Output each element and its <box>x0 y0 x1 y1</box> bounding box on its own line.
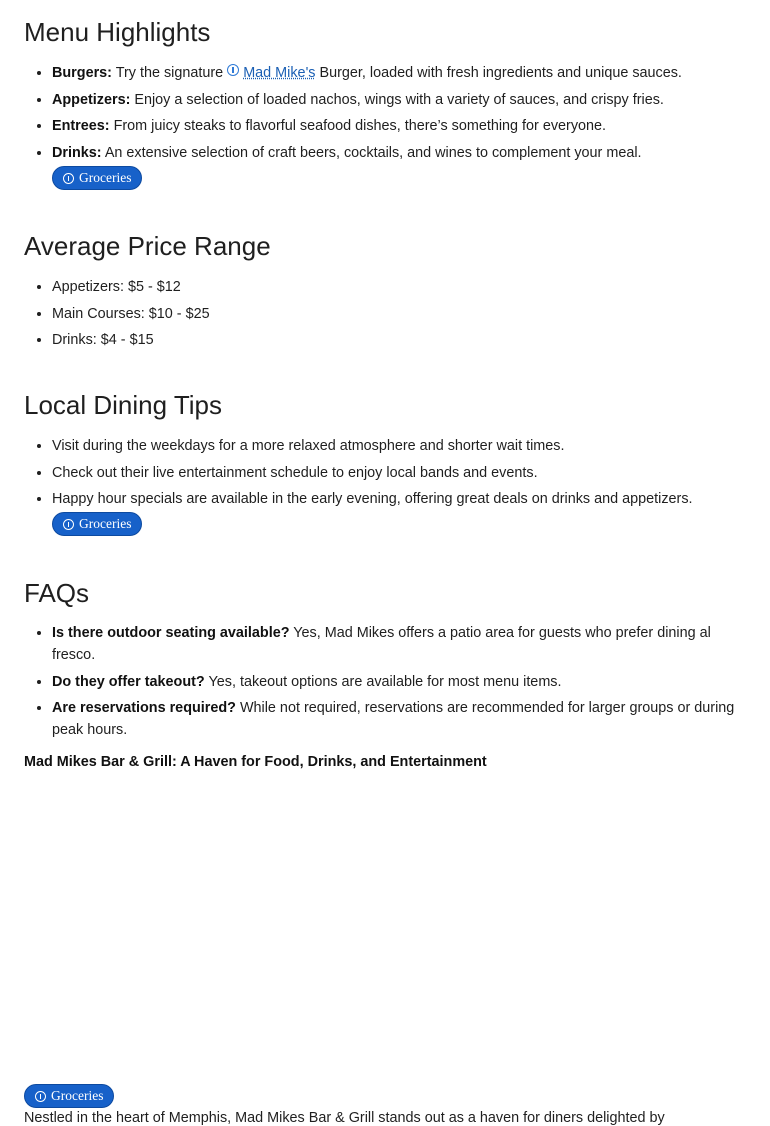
section-heading: Mad Mikes Bar & Grill: A Haven for Food, Drinks, and Entertainment <box>24 754 487 770</box>
groceries-button[interactable]: Groceries <box>24 1084 114 1108</box>
list-item: • Entrees: From juicy steaks to flavorful seafood dishes, there’s something for everyone. <box>52 115 746 137</box>
faqs-heading: FAQs <box>24 578 90 608</box>
groceries-button[interactable]: Groceries <box>52 166 142 190</box>
list-item: • Burgers: Try the signature Mad Mike's Burger, loaded with fresh ingredients and unique sauces. <box>52 62 746 84</box>
dining-tips-list <box>24 435 746 515</box>
menu-highlights-list <box>24 62 746 168</box>
intro-paragraph: Nestled in the heart of Memphis, Mad Mikes Bar & Grill stands out as a haven for diners delighted by <box>24 1110 665 1126</box>
list-item: • Is there outdoor seating available? Yes, Mad Mikes offers a patio area for guests who prefer dining al fresco. <box>52 622 746 666</box>
plus-circle-icon <box>63 519 74 530</box>
plus-circle-icon <box>35 1091 46 1102</box>
list-item: • Happy hour specials are available in the early evening, offering great deals on drinks and appetizers. <box>52 488 746 510</box>
mad-mikes-link[interactable]: Mad Mike's <box>227 65 315 81</box>
price-range-heading: Average Price Range <box>24 231 271 261</box>
dining-tips-heading: Local Dining Tips <box>24 390 222 420</box>
list-item: • Drinks: An extensive selection of craft beers, cocktails, and wines to complement your meal. <box>52 142 746 164</box>
list-item: • Appetizers: $5 - $12 <box>52 276 746 298</box>
list-item: • Main Courses: $10 - $25 <box>52 303 746 325</box>
list-item: • Are reservations required? While not required, reservations are recommended for larger groups or during peak hours. <box>52 697 746 741</box>
list-item: • Do they offer takeout? Yes, takeout options are available for most menu items. <box>52 671 746 693</box>
list-item: • Check out their live entertainment schedule to enjoy local bands and events. <box>52 462 746 484</box>
link-info-icon <box>227 64 239 76</box>
faqs-list <box>24 622 746 746</box>
list-item: • Drinks: $4 - $15 <box>52 329 746 351</box>
menu-highlights-heading: Menu Highlights <box>24 17 211 47</box>
price-range-list <box>24 276 746 356</box>
list-item: • Visit during the weekdays for a more relaxed atmosphere and shorter wait times. <box>52 435 746 457</box>
plus-circle-icon <box>63 173 74 184</box>
groceries-button[interactable]: Groceries <box>52 512 142 536</box>
list-item: • Appetizers: Enjoy a selection of loaded nachos, wings with a variety of sauces, and crispy fries. <box>52 89 746 111</box>
